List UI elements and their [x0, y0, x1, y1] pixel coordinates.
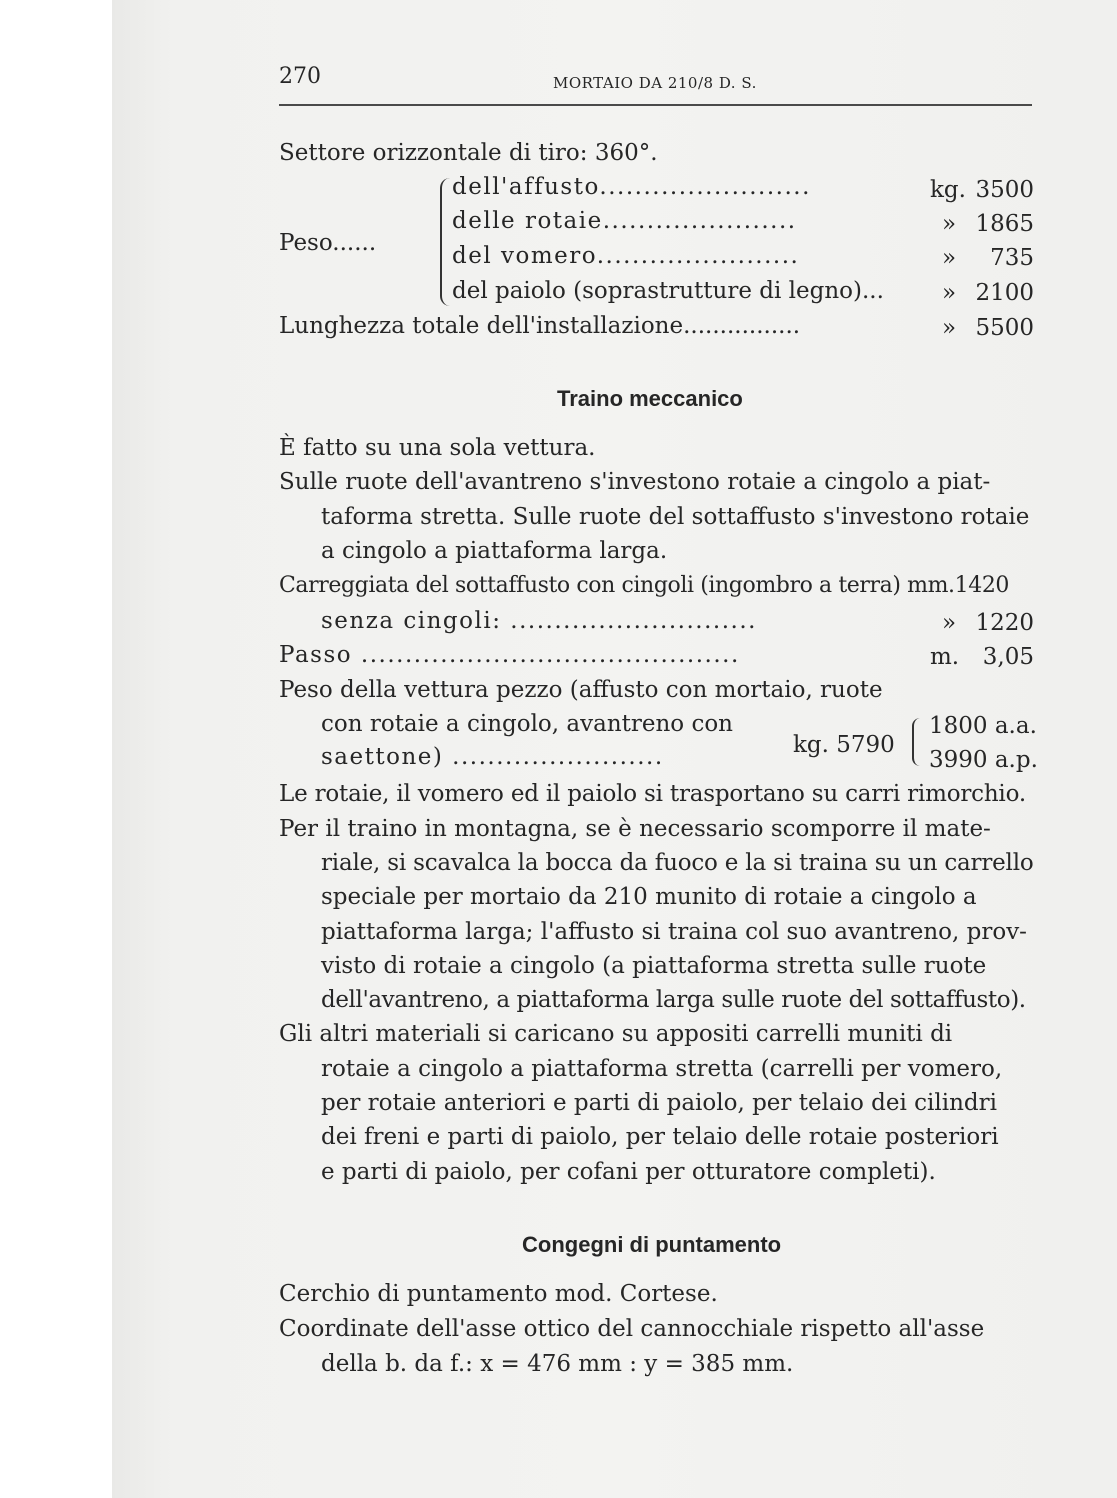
congegni-line-1: Cerchio di puntamento mod. Cortese. — [279, 1281, 718, 1307]
peso-rotaie-unit: » — [942, 211, 957, 237]
peso-affusto: dell'affusto........................ — [452, 174, 811, 200]
traino-line-15: piattaforma larga; l'affusto si traina col suo avantreno, prov- — [321, 919, 1027, 945]
traino-line-18: Gli altri materiali si caricano su appositi carrelli muniti di — [279, 1021, 953, 1047]
lunghezza-line: Lunghezza totale dell'installazione................ — [279, 313, 801, 339]
traino-line-10-kg: kg. 5790 — [793, 732, 895, 758]
traino-line-22: e parti di paiolo, per cofani per otturatore completi). — [321, 1159, 936, 1185]
traino-line-10: saettone) ........................ — [321, 744, 664, 770]
peso-paiolo-unit: » — [942, 280, 957, 306]
peso-brace — [440, 178, 450, 306]
peso-vomero-value: 735 — [990, 245, 1034, 271]
traino-line-6: senza cingoli: ............................ — [321, 608, 757, 634]
left-margin — [0, 0, 112, 1498]
lunghezza-unit: » — [942, 315, 957, 341]
page-number: 270 — [279, 64, 321, 89]
traino-line-2: Sulle ruote dell'avantreno s'investono rotaie a cingolo a piat- — [279, 469, 991, 495]
traino-line-8: Peso della vettura pezzo (affusto con mortaio, ruote — [279, 677, 883, 703]
traino-line-14: speciale per mortaio da 210 munito di rotaie a cingolo a — [321, 884, 977, 910]
lunghezza-value: 5500 — [975, 315, 1034, 341]
traino-line-10-value: 3990 a.p. — [929, 747, 1038, 773]
traino-line-6-unit: » — [942, 610, 957, 636]
section-heading-traino: Traino meccanico — [557, 386, 743, 411]
traino-line-21: dei freni e parti di paiolo, per telaio delle rotaie posteriori — [321, 1124, 999, 1150]
traino-line-7-unit: m. — [930, 644, 960, 670]
traino-line-5: Carreggiata del sottaffusto con cingoli (ingombro a terra) mm.1420 — [279, 573, 1010, 598]
vettura-brace — [912, 718, 920, 766]
header-rule — [279, 104, 1032, 106]
traino-line-12: Per il traino in montagna, se è necessario scomporre il mate- — [279, 816, 991, 842]
traino-line-1: È fatto su una sola vettura. — [279, 435, 596, 461]
peso-label: Peso...... — [279, 230, 377, 256]
traino-line-17: dell'avantreno, a piattaforma larga sulle ruote del sottaffusto). — [321, 987, 1026, 1013]
traino-line-11: Le rotaie, il vomero ed il paiolo si trasportano su carri rimorchio. — [279, 781, 1026, 807]
traino-line-3: taforma stretta. Sulle ruote del sottaffusto s'investono rotaie — [321, 504, 1030, 530]
settore-line: Settore orizzontale di tiro: 360°. — [279, 140, 658, 166]
traino-line-7: Passo ........................................... — [279, 642, 740, 668]
peso-rotaie-value: 1865 — [975, 211, 1034, 237]
congegni-line-2: Coordinate dell'asse ottico del cannocchiale rispetto all'asse — [279, 1316, 985, 1342]
traino-line-4: a cingolo a piattaforma larga. — [321, 538, 668, 564]
traino-line-13: riale, si scavalca la bocca da fuoco e la si traina su un carrello — [321, 850, 1034, 876]
peso-paiolo-value: 2100 — [975, 280, 1034, 306]
traino-line-6-value: 1220 — [975, 610, 1034, 636]
section-heading-congegni: Congegni di puntamento — [522, 1232, 782, 1257]
traino-line-19: rotaie a cingolo a piattaforma stretta (carrelli per vomero, — [321, 1056, 1003, 1082]
traino-line-7-value: 3,05 — [982, 644, 1034, 670]
traino-line-20: per rotaie anteriori e parti di paiolo, per telaio dei cilindri — [321, 1090, 997, 1116]
peso-paiolo: del paiolo (soprastrutture di legno)... — [452, 278, 884, 304]
traino-line-9: con rotaie a cingolo, avantreno con — [321, 711, 733, 737]
peso-affusto-value: 3500 — [975, 177, 1034, 203]
traino-line-9-value: 1800 a.a. — [929, 713, 1037, 739]
peso-affusto-unit: kg. — [930, 177, 966, 203]
peso-vomero-unit: » — [942, 245, 957, 271]
traino-line-16: visto di rotaie a cingolo (a piattaforma stretta sulle ruote — [321, 953, 987, 979]
peso-rotaie: delle rotaie...................... — [452, 208, 797, 234]
congegni-line-3: della b. da f.: x = 476 mm : y = 385 mm. — [321, 1351, 794, 1377]
peso-vomero: del vomero....................... — [452, 243, 800, 269]
running-title: MORTAIO DA 210/8 D. S. — [553, 74, 757, 92]
